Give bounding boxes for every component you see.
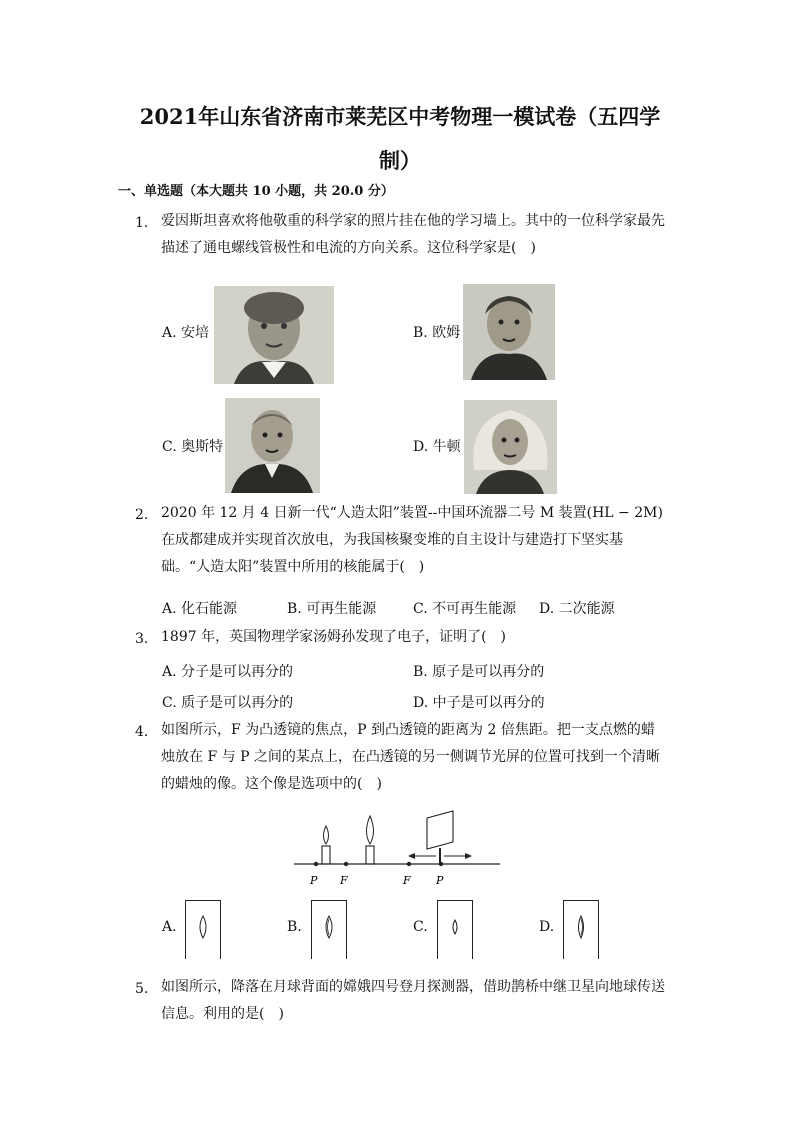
lens-diagram bbox=[290, 808, 510, 890]
q2-option-a: A. 化石能源 bbox=[162, 601, 238, 617]
q2-option-b: B. 可再生能源 bbox=[287, 601, 377, 617]
question-4-text: 如图所示，F 为凸透镜的焦点，P 到凸透镜的距离为 2 倍焦距。把一支点燃的蜡烛放在 F 与 P 之间的某点上，在凸透镜的另一侧调节光屏的位置可找到一个清晰的蜡烛的像。这个像是选项中的( ) bbox=[161, 722, 660, 792]
q2-option-d: D. 二次能源 bbox=[539, 601, 615, 617]
q4-option-b-image bbox=[311, 900, 347, 959]
question-3-number: 3. bbox=[135, 631, 149, 647]
q4-option-a-image bbox=[185, 900, 221, 959]
q2-option-c: C. 不可再生能源 bbox=[413, 601, 517, 617]
label-p-left: P bbox=[310, 874, 318, 887]
q3-option-c: C. 质子是可以再分的 bbox=[162, 695, 294, 711]
newton-portrait bbox=[464, 400, 557, 494]
label-f-left: F bbox=[340, 874, 348, 887]
exam-title bbox=[120, 95, 680, 183]
label-f-right: F bbox=[403, 874, 411, 887]
q3-option-d: D. 中子是可以再分的 bbox=[413, 695, 545, 711]
q4-option-d: D. bbox=[539, 919, 555, 935]
question-2-text: 2020 年 12 月 4 日新一代“人造太阳”装置--中国环流器二号 M 装置(HL − 2M)在成都建成并实现首次放电，为我国核聚变堆的自主设计与建造打下坚实基础。“人造太阳”装置中所用的核能属于( ) bbox=[161, 505, 663, 575]
q4-option-c-image bbox=[437, 900, 473, 959]
title-line-1: 2021年山东省济南市莱芜区中考物理一模试卷（五四学 bbox=[139, 104, 661, 129]
question-5-number: 5. bbox=[135, 981, 149, 997]
q3-option-b: B. 原子是可以再分的 bbox=[413, 664, 545, 680]
q4-option-a: A. bbox=[162, 919, 177, 935]
section-heading: 一、单选题（本大题共 10 小题，共 20.0 分） bbox=[118, 184, 394, 199]
ohm-portrait bbox=[463, 284, 555, 380]
ampere-portrait bbox=[214, 286, 334, 384]
title-line-2: 制） bbox=[379, 148, 421, 173]
label-p-right: P bbox=[436, 874, 444, 887]
question-5-text: 如图所示，降落在月球背面的嫦娥四号登月探测器，借助鹊桥中继卫星向地球传送信息。利用的是( ) bbox=[161, 979, 665, 1022]
q3-option-a: A. 分子是可以再分的 bbox=[162, 664, 294, 680]
question-3-text: 1897 年，英国物理学家汤姆孙发现了电子，证明了( ) bbox=[161, 629, 507, 645]
question-1-text: 爱因斯坦喜欢将他敬重的科学家的照片挂在他的学习墙上。其中的一位科学家最先描述了通电螺线管极性和电流的方向关系。这位科学家是( ) bbox=[161, 213, 665, 256]
q1-option-c: C. 奥斯特 bbox=[162, 439, 224, 455]
q4-option-d-image bbox=[563, 900, 599, 959]
question-4-number: 4. bbox=[135, 724, 149, 740]
q1-option-a: A. 安培 bbox=[162, 325, 210, 341]
question-2-number: 2. bbox=[135, 507, 149, 523]
q1-option-d: D. 牛顿 bbox=[413, 439, 461, 455]
question-1-number: 1. bbox=[135, 215, 149, 231]
q4-option-c: C. bbox=[413, 919, 428, 935]
q1-option-b: B. 欧姆 bbox=[413, 325, 461, 341]
oersted-portrait bbox=[225, 398, 320, 493]
q4-option-b: B. bbox=[287, 919, 302, 935]
